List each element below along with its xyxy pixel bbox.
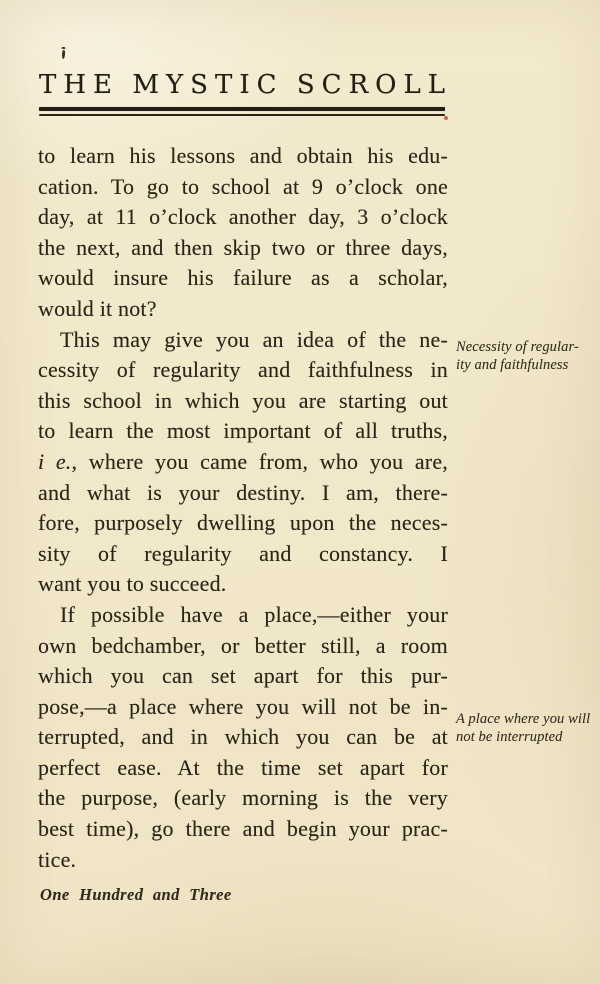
text-line: and what is your destiny. I am, there- bbox=[38, 479, 448, 505]
margin-note-regularity bbox=[456, 339, 592, 374]
italic-lead: i e., bbox=[38, 448, 78, 474]
text-line: want you to succeed. bbox=[38, 571, 227, 597]
text-line: to learn his lessons and obtain his edu- bbox=[38, 143, 448, 168]
margin-note-place bbox=[456, 711, 592, 746]
text-line: to learn the most important of all truths, bbox=[38, 418, 448, 444]
title-word: MYSTIC bbox=[132, 70, 284, 100]
paragraph-school-regularity bbox=[38, 141, 448, 325]
text-line: terrupted, and in which you can be at bbox=[38, 724, 448, 750]
title-rule-thick bbox=[39, 107, 445, 111]
text-line: sity of regularity and constancy. I bbox=[38, 540, 448, 566]
text-line: would insure his failure as a scholar, bbox=[38, 265, 448, 291]
rule-end-red-fleck bbox=[444, 116, 448, 120]
text-line: tice. bbox=[38, 846, 77, 872]
text-line: If possible have a place,—either your bbox=[60, 601, 448, 627]
text-line: cessity of regularity and faithfulness in bbox=[38, 357, 448, 383]
page-title bbox=[39, 70, 452, 100]
text-line: This may give you an idea of the ne- bbox=[60, 326, 448, 352]
text-line: pose,—a place where you will not be in- bbox=[38, 693, 448, 719]
margin-note-line: A place where you will bbox=[456, 711, 591, 727]
margin-note-line: ity and faithfulness bbox=[456, 356, 569, 373]
title-word: THE bbox=[39, 70, 119, 100]
title-rule-thin bbox=[39, 114, 445, 116]
margin-note-line: Necessity of regular- bbox=[456, 339, 579, 355]
text-line: the purpose, (early morning is the very bbox=[38, 785, 448, 811]
text-line: which you can set apart for this pur- bbox=[38, 663, 448, 689]
text-line: cation. To go to school at 9 o’clock one bbox=[38, 173, 448, 199]
text-line bbox=[38, 447, 448, 478]
margin-note-line: not be interrupted bbox=[456, 728, 563, 745]
page-number: One Hundred and Three bbox=[40, 885, 232, 904]
title-word: SCROLL bbox=[296, 70, 452, 100]
text-line: own bedchamber, or better still, a room bbox=[38, 632, 448, 658]
text-line-rest: where you came from, who you are, bbox=[88, 448, 448, 474]
text-line: would it not? bbox=[38, 295, 157, 321]
text-line: the next, and then skip two or three days, bbox=[38, 234, 448, 260]
text-line: perfect ease. At the time set apart for bbox=[38, 754, 448, 780]
text-line: day, at 11 o’clock another day, 3 o’clock bbox=[38, 204, 448, 230]
ink-speck bbox=[62, 50, 66, 59]
body-text bbox=[38, 141, 448, 875]
text-line: best time), go there and begin your prac- bbox=[38, 816, 448, 842]
paragraph-place-for-practice bbox=[38, 600, 448, 875]
text-line: this school in which you are starting out bbox=[38, 387, 448, 413]
text-line: fore, purposely dwelling upon the neces- bbox=[38, 510, 448, 536]
paragraph-necessity-of-regularity bbox=[38, 325, 448, 600]
page-header bbox=[39, 70, 452, 116]
